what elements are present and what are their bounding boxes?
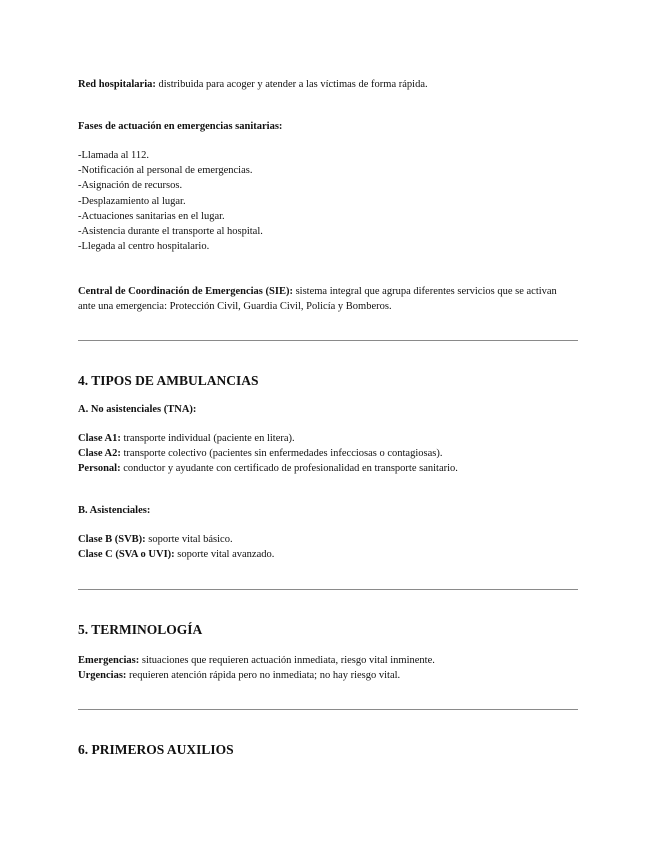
section-divider (78, 589, 578, 590)
urgencias-text: requieren atención rápida pero no inmediata; no hay riesgo vital. (126, 670, 401, 682)
clase-a1-line (78, 431, 578, 446)
clase-b-term: Clase B (SVB): (78, 534, 146, 545)
section-divider (78, 709, 578, 710)
section-divider (78, 340, 578, 341)
fases-item: -Notificación al personal de emergencias. (78, 165, 253, 177)
tna-subsection (78, 404, 578, 415)
urgencias-line (78, 668, 578, 683)
tna-lines (78, 431, 578, 477)
fases-item: -Asistencia durante el transporte al hospital. (78, 226, 263, 238)
clase-b-text: soporte vital básico. (145, 534, 233, 545)
fases-item: -Asignación de recursos. (78, 180, 183, 192)
asistenciales-subsection (78, 505, 578, 516)
central-text: sistema integral que agrupa diferentes servicios que se activan ante una emergencia: Protección Civil, Guardia Civil, Policía y Bomberos. (78, 286, 557, 313)
fases-item: -Actuaciones sanitarias en el lugar. (78, 210, 225, 222)
emergencias-line (78, 653, 578, 668)
asistenciales-lines (78, 532, 578, 562)
terminologia-lines (78, 653, 578, 683)
emergencias-text: situaciones que requieren actuación inmediata, riesgo vital inminente. (139, 655, 435, 666)
clase-a2-line (78, 446, 578, 461)
clase-a1-term: Clase A1: (78, 433, 121, 444)
clase-c-line (78, 547, 578, 562)
fases-item: -Llamada al 112. (78, 150, 150, 161)
personal-term: Personal: (78, 463, 121, 475)
red-hospitalaria-text: distribuida para acoger y atender a las víctimas de forma rápida. (155, 79, 428, 90)
clase-c-text: soporte vital avanzado. (174, 549, 275, 561)
urgencias-term: Urgencias: (78, 670, 127, 682)
personal-text: conductor y ayudante con certificado de profesionalidad en transporte sanitario. (120, 463, 458, 475)
fases-section (78, 121, 578, 132)
fases-list (78, 148, 578, 254)
red-hospitalaria-term: Red hospitalaria: (78, 79, 156, 90)
clase-a1-text: transporte individual (paciente en litera). (120, 433, 295, 444)
emergencias-term: Emergencias: (78, 655, 140, 666)
section-5-heading: 5. TERMINOLOGÍA (78, 622, 203, 637)
red-hospitalaria-paragraph (78, 77, 578, 92)
fases-item: -Desplazamiento al lugar. (78, 195, 186, 207)
fases-item: -Llegada al centro hospitalario. (78, 241, 210, 253)
asistenciales-title: B. Asistenciales: (78, 505, 151, 516)
section-4-heading: 4. TIPOS DE AMBULANCIAS (78, 373, 259, 388)
clase-a2-term: Clase A2: (78, 448, 121, 460)
clase-c-term: Clase C (SVA o UVI): (78, 549, 175, 561)
clase-a2-text: transporte colectivo (pacientes sin enfermedades infecciosas o contagiosas). (120, 448, 443, 460)
tna-title: A. No asistenciales (TNA): (78, 404, 197, 415)
central-coordinacion-paragraph (78, 284, 558, 314)
section-6-heading: 6. PRIMEROS AUXILIOS (78, 742, 234, 757)
clase-b-line (78, 532, 578, 547)
personal-line (78, 461, 578, 476)
fases-title: Fases de actuación en emergencias sanitarias: (78, 121, 283, 132)
central-term: Central de Coordinación de Emergencias (SIE): (78, 286, 293, 297)
